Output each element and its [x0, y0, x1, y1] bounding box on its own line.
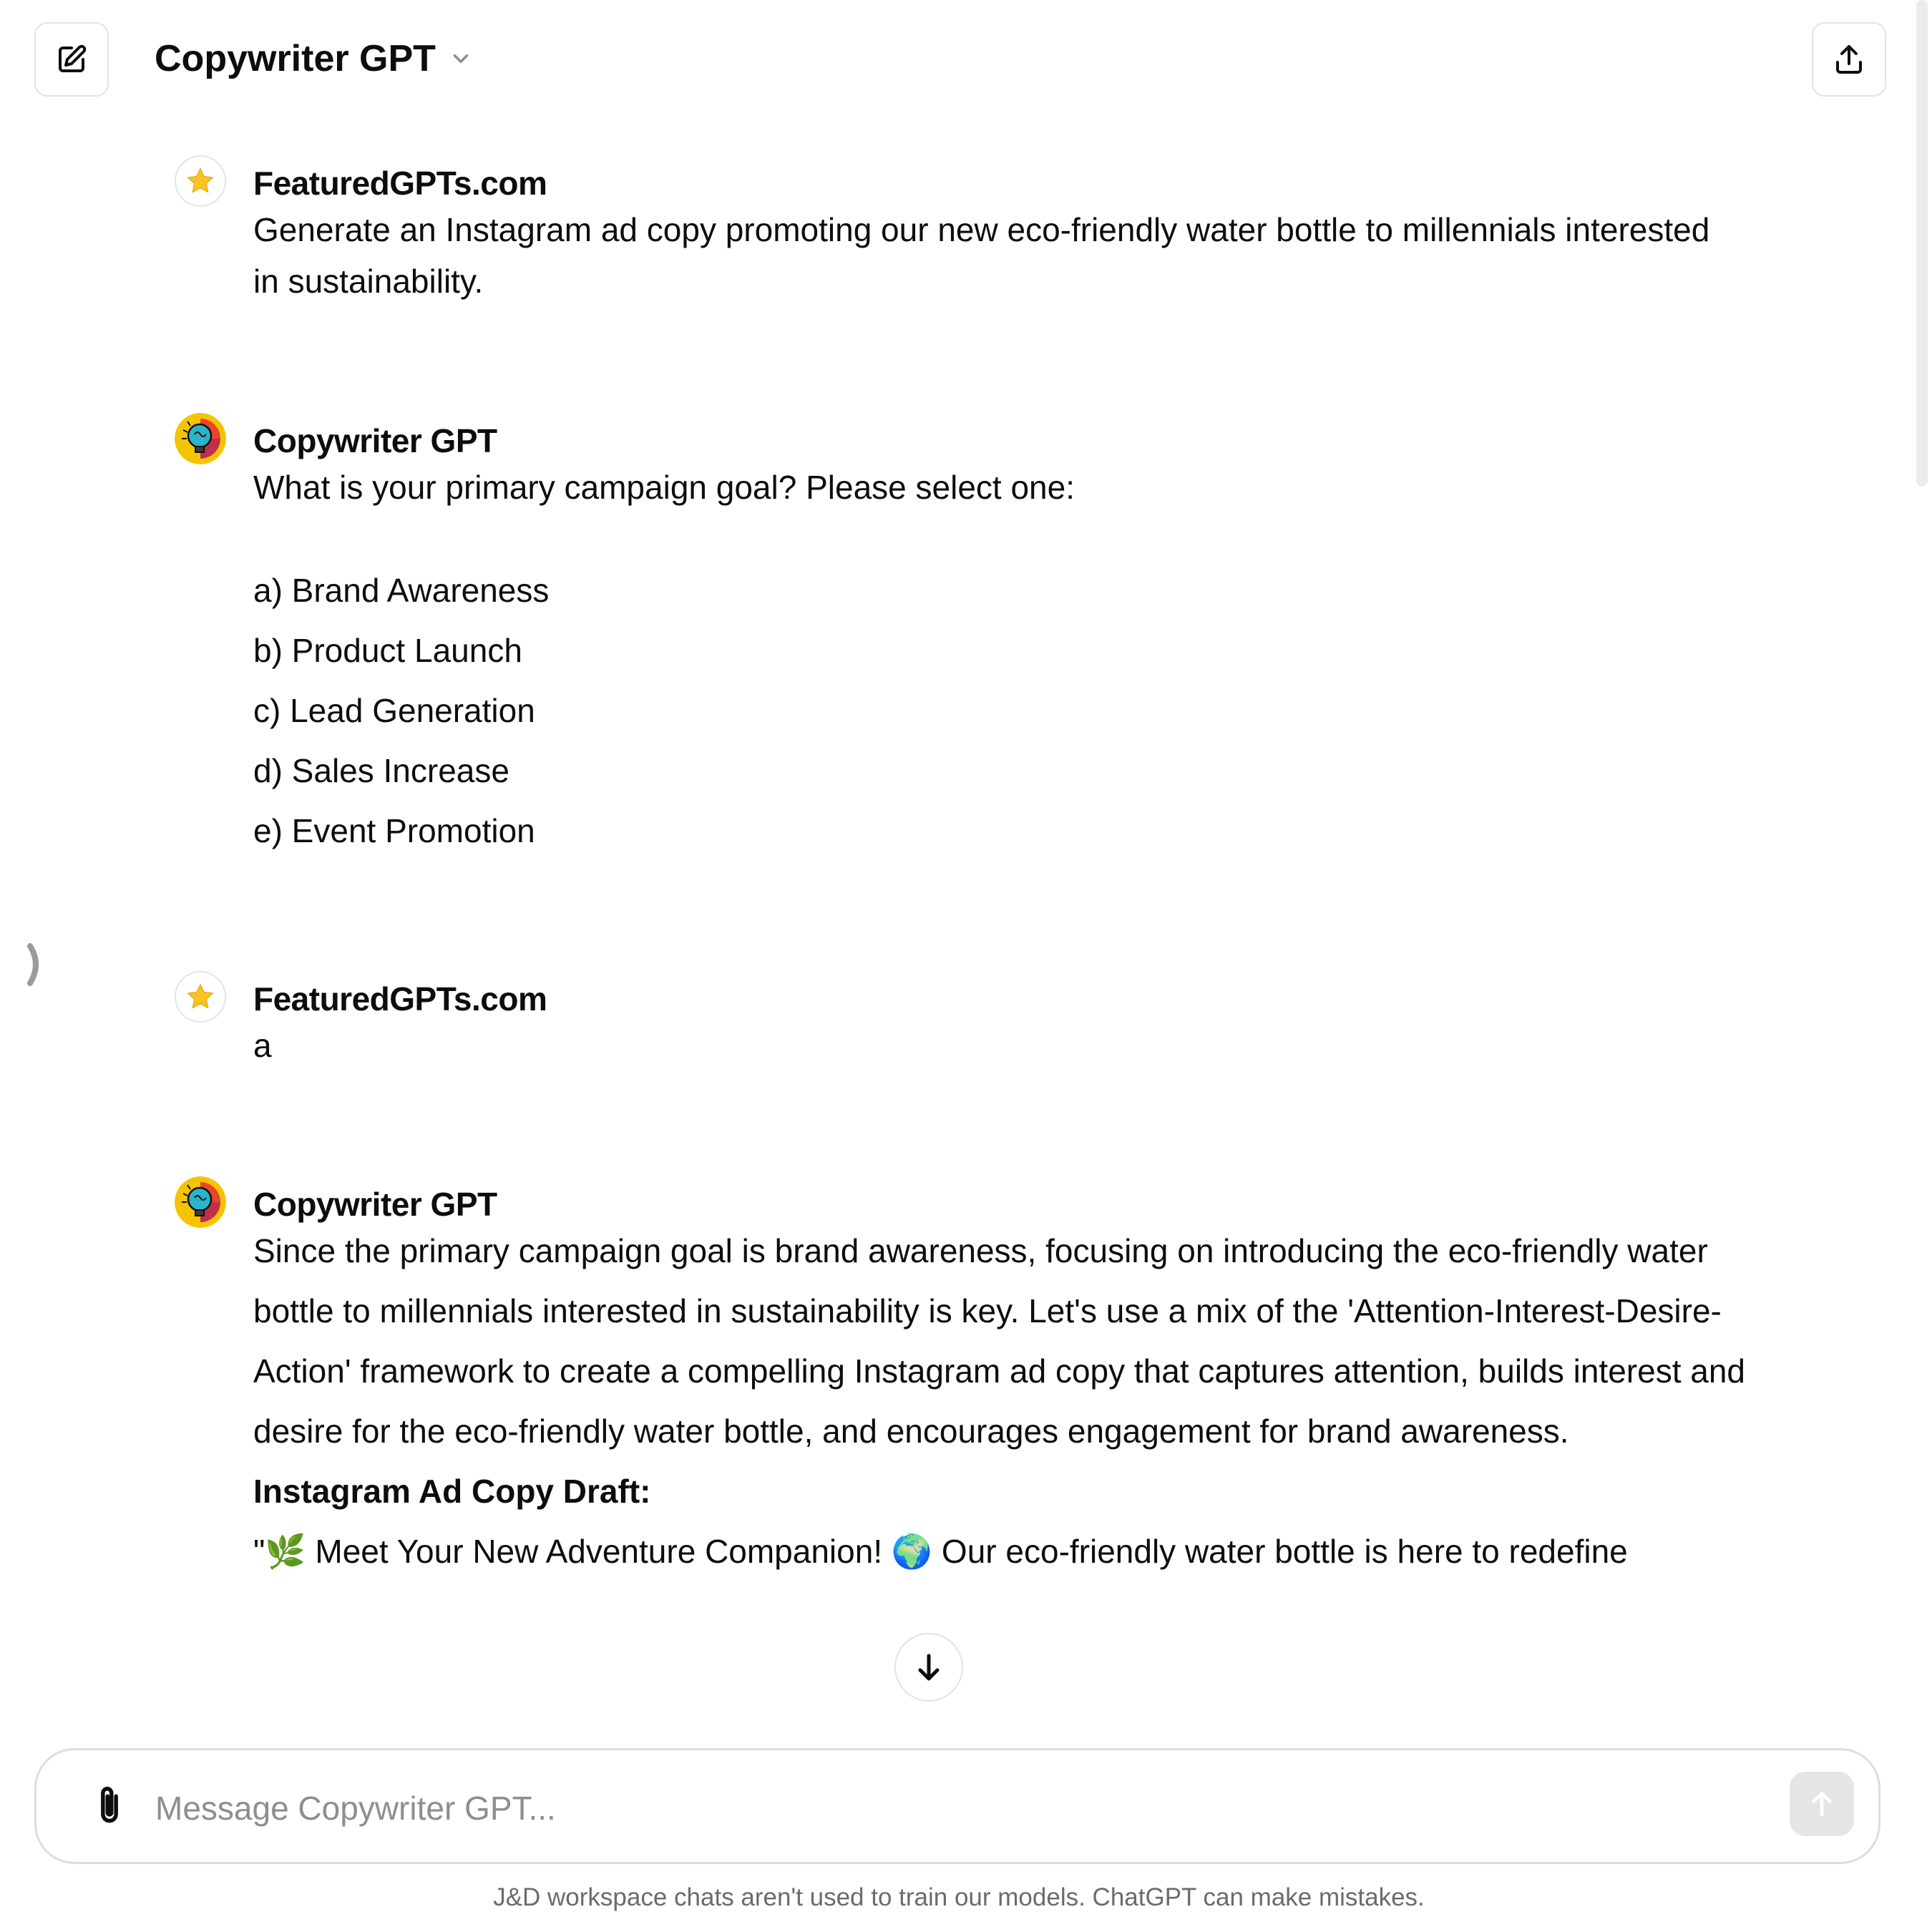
new-chat-button[interactable]	[34, 22, 109, 97]
message-paragraph: Generate an Instagram ad copy promoting our new eco-friendly water bottle to millennials interested in sustainability.	[253, 211, 1710, 300]
option-item: b) Product Launch	[253, 632, 522, 669]
disclaimer: J&D workspace chats aren't used to train our models. ChatGPT can make mistakes.	[493, 1883, 1425, 1911]
options-list	[253, 560, 1713, 861]
author-name: Copywriter GPT	[253, 1186, 497, 1223]
message-input[interactable]	[154, 1772, 1731, 1845]
share-button[interactable]	[1812, 22, 1886, 97]
chevron-down-icon	[449, 47, 473, 71]
top-bar	[0, 0, 1932, 122]
author-name: FeaturedGPTs.com	[253, 165, 547, 202]
attach-button[interactable]	[81, 1777, 138, 1835]
message-text	[253, 457, 1713, 861]
message-text	[253, 1221, 1756, 1581]
message-text	[253, 1020, 1713, 1071]
message-paragraph: a	[253, 1027, 272, 1064]
message-composer	[34, 1748, 1880, 1864]
message-paragraph: Since the primary campaign goal is brand awareness, focusing on introducing the eco-friendly water bottle to millennials interested in sustainability is key. Let's use a mix of the 'Attention-Interest-Desire-Action' framework to create a compelling Instagram ad copy that captures attention, builds interest and desire for the eco-friendly water bottle, and encourages engagement for brand awareness.	[253, 1232, 1746, 1450]
scrollbar-thumb[interactable]	[1916, 0, 1928, 487]
avatar	[175, 155, 226, 207]
model-title: Copywriter GPT	[155, 38, 436, 79]
send-button[interactable]	[1790, 1772, 1854, 1836]
paperclip-icon	[89, 1783, 130, 1829]
option-item: c) Lead Generation	[253, 692, 535, 729]
draft-text: "🌿 Meet Your New Adventure Companion! 🌍 Our eco-friendly water bottle is here to redefine	[253, 1533, 1628, 1570]
chevron-right-icon	[26, 943, 44, 986]
arrow-up-icon	[1806, 1788, 1838, 1820]
star-icon	[185, 981, 216, 1013]
lightbulb-brain-icon	[175, 1176, 226, 1228]
author-name: FeaturedGPTs.com	[253, 980, 547, 1018]
share-icon	[1832, 42, 1866, 77]
model-selector[interactable]	[155, 37, 473, 80]
option-item: d) Sales Increase	[253, 752, 509, 789]
scroll-to-bottom-button[interactable]	[894, 1633, 963, 1702]
question-text: What is your primary campaign goal? Please select one:	[253, 469, 1075, 506]
edit-icon	[54, 42, 89, 77]
sidebar-toggle[interactable]	[26, 943, 44, 986]
option-item: a) Brand Awareness	[253, 572, 550, 609]
avatar	[175, 413, 226, 464]
avatar	[175, 1176, 226, 1228]
avatar	[175, 971, 226, 1023]
lightbulb-brain-icon	[175, 413, 226, 464]
arrow-down-icon	[912, 1650, 946, 1684]
draft-heading: Instagram Ad Copy Draft:	[253, 1473, 651, 1510]
option-item: e) Event Promotion	[253, 812, 535, 849]
message-text	[253, 204, 1713, 307]
author-name: Copywriter GPT	[253, 422, 497, 459]
star-icon	[185, 165, 216, 197]
